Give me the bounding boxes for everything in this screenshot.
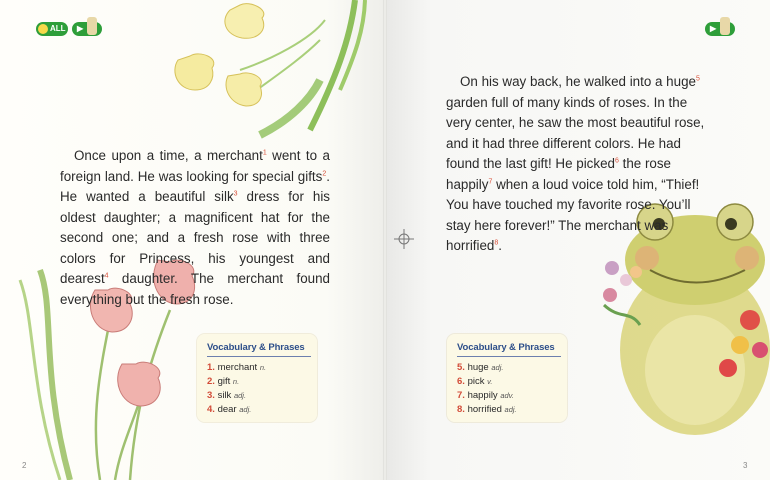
footnote-marker: 2 <box>322 170 327 178</box>
footnote-marker: 6 <box>614 157 619 165</box>
audio-play-icon: ▶ <box>77 24 84 33</box>
vocab-pos: adv. <box>500 391 514 400</box>
vocab-list <box>197 361 317 417</box>
right-audio-button[interactable] <box>705 22 735 36</box>
vocab-box-right <box>447 334 567 422</box>
vocab-word: gift <box>217 376 231 387</box>
vocab-number: 7. <box>457 390 465 401</box>
story-text: when a loud voice told him, “Thief! You have touched my favorite rose. You’ll stay here forever!” The merchant was horrified <box>446 176 700 253</box>
vocab-item <box>457 403 567 417</box>
vocab-pos: adj. <box>233 391 247 400</box>
vocab-pos: adj. <box>504 405 517 414</box>
vocab-word: huge <box>467 362 489 373</box>
right-story-paragraph <box>446 72 708 257</box>
footnote-marker: 8 <box>494 239 499 247</box>
left-audio-button[interactable] <box>72 22 102 36</box>
vocab-pos: n. <box>259 363 267 372</box>
story-text: . He wanted a beautiful silk <box>60 168 330 204</box>
story-text: went to a foreign land. He was looking for special gifts <box>60 148 330 184</box>
vocab-title: Vocabulary & Phrases <box>207 342 305 353</box>
vocab-pos: adj. <box>239 405 252 414</box>
footnote-marker: 5 <box>695 75 700 83</box>
character-icon <box>87 17 97 35</box>
footnote-marker: 7 <box>488 178 493 186</box>
footnote-marker: 3 <box>233 190 238 198</box>
vocab-list <box>447 361 567 417</box>
vocab-word: horrified <box>467 404 502 415</box>
registration-mark-icon <box>394 229 414 249</box>
vocab-word: silk <box>217 390 232 401</box>
all-button[interactable] <box>36 22 68 36</box>
vocab-item <box>207 361 317 375</box>
footnote-marker: 4 <box>104 272 109 280</box>
vocab-number: 1. <box>207 362 215 373</box>
vocab-item <box>457 389 567 403</box>
story-text: daughter. The merchant found everything but the fresh rose. <box>60 271 330 307</box>
story-text: dress for his oldest daughter; a magnificent hat for the second one; and a fresh rose with three colors for Princess, his youngest and dearest <box>60 189 331 286</box>
vocab-divider <box>457 356 561 357</box>
yellow-tulips-illustration <box>150 0 385 150</box>
vocab-word: pick <box>467 376 485 387</box>
story-text: the rose happily <box>446 156 671 192</box>
vocab-pos: v. <box>487 377 493 386</box>
vocab-word: dear <box>217 404 237 415</box>
vocab-number: 5. <box>457 362 465 373</box>
book-gutter <box>383 0 387 480</box>
footnote-marker: 1 <box>262 149 267 157</box>
vocab-number: 6. <box>457 376 465 387</box>
rose-bush-illustration <box>600 250 770 400</box>
all-button-label: ALL <box>50 24 66 33</box>
vocab-number: 8. <box>457 404 465 415</box>
vocab-number: 4. <box>207 404 215 415</box>
vocab-number: 3. <box>207 390 215 401</box>
story-text: On his way back, he walked into a huge <box>460 74 696 89</box>
right-story-text <box>446 72 708 257</box>
vocab-word: merchant <box>217 362 258 373</box>
story-text: Once upon a time, a merchant <box>74 148 263 163</box>
left-story-paragraph <box>60 146 330 310</box>
vocab-pos: adj. <box>491 363 504 372</box>
vocab-title: Vocabulary & Phrases <box>457 342 555 353</box>
page-number-right: 3 <box>743 461 748 470</box>
audio-play-icon: ▶ <box>710 24 717 33</box>
vocab-pos: n. <box>232 377 240 386</box>
vocab-item <box>207 375 317 389</box>
vocab-item <box>457 361 567 375</box>
vocab-box-left <box>197 334 317 422</box>
vocab-item <box>207 403 317 417</box>
vocab-item <box>207 389 317 403</box>
character-icon <box>720 17 730 35</box>
page-number-left: 2 <box>22 461 27 470</box>
all-button-icon <box>38 24 48 34</box>
vocab-divider <box>207 356 311 357</box>
vocab-item <box>457 375 567 389</box>
story-text: garden full of many kinds of roses. In the very center, he saw the most beautiful rose, and it had three different colors. He had found the last gift! He picked <box>446 94 705 171</box>
vocab-word: happily <box>467 390 498 401</box>
left-story-text <box>60 146 330 310</box>
story-text: . <box>498 238 503 253</box>
vocab-number: 2. <box>207 376 215 387</box>
